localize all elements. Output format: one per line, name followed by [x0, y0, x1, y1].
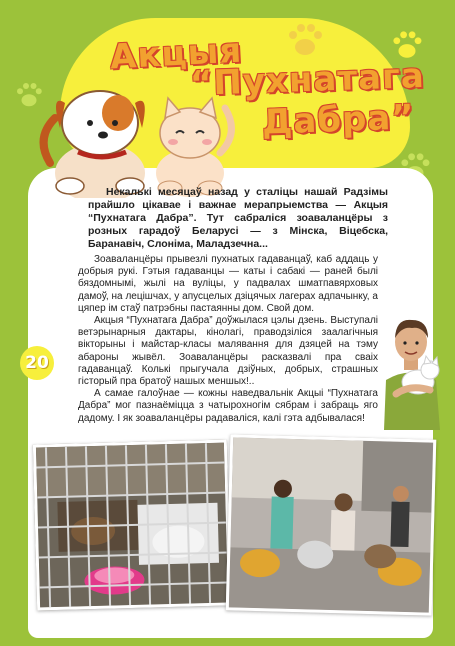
body-paragraph: Акцыя “Пухнатага Дабра” доўжылася цэлы дзень. Выступалі ветэрынарныя дактары, кінолагі, праводзіліся заалагічныя вікторыны і майстар-класы малявання для дзяцей на тэму абароны жывёл. Зоаваланцёры расказвалі пра сваіх гадаванцаў. Колькі прыгучала дзіўных, добрых, страшных гісторый пра братоў нашых меншых!..: [78, 315, 378, 388]
page-number: 20: [20, 346, 54, 380]
man-with-cat-illustration: [376, 310, 446, 430]
paw-print-icon: [285, 20, 325, 60]
body-paragraph: Зоаваланцёры прывезлі пухнатых гадаванцаў, каб аддаць у добрыя рукі. Гэтыя гадаванцы — каты і сабакі — раней былі бяздомнымі, жылі на вуліцы, у падвалах шматпавярховых дамоў, на лецішчах, у апусцелых дзіцячых лагерах адпачынку, а цяпер ім стаў патрэбны пастаянны дом. Свой дом.: [78, 254, 378, 314]
photo-cats-in-cages: [33, 439, 231, 610]
intro-paragraph: Некалькі месяцаў назад у сталіцы нашай Радзімы прайшло цікавае і важнае мерапрыемства — Акцыя “Пухнатага Дабра”. Тут сабраліся зоаваланцёры з розных гарадоў Беларусі — з Мінска, Віцебска, Баранавіч, Слоніма, Маладзечна...: [88, 186, 388, 250]
title-line-2: “Пухнатага: [189, 55, 426, 105]
title-line-3: Дабра”: [261, 97, 416, 143]
body-paragraph: А самае галоўнае — кожны наведвальнік Акцыі “Пухнатага Дабра” мог пазнаёміцца з чатырохногім сябрам і забраць яго дадому. І як зоаваланцёры радаваліся, калі гэта адбывалася!: [78, 388, 378, 424]
article-intro: [88, 186, 388, 251]
photo-volunteers-with-dogs: [226, 434, 437, 615]
title-line-1: Акцыя: [109, 30, 244, 78]
article-body: [78, 254, 378, 425]
